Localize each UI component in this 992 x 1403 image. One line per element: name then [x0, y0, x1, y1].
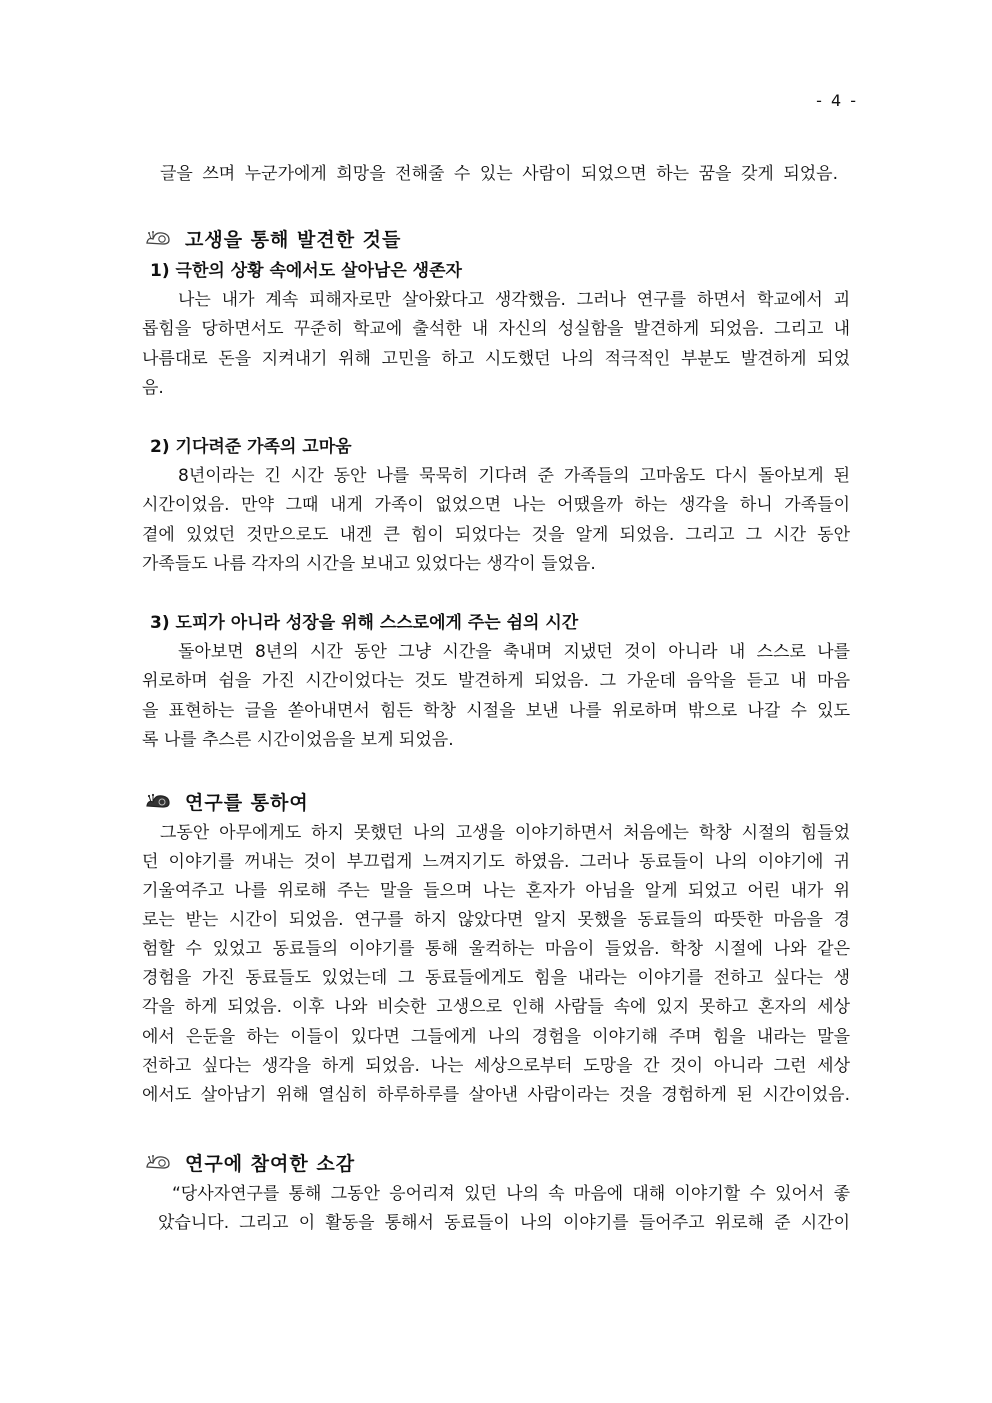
paragraph-line: 던 이야기를 꺼내는 것이 부끄럽게 느껴지기도 하였음. 그러나 동료들이 나의 이야기에 귀 [142, 852, 850, 872]
section-heading-text: 고생을 통해 발견한 것들 [185, 228, 402, 251]
subsection-title-3: 3) 도피가 아니라 성장을 위해 스스로에게 주는 쉼의 시간 [150, 613, 579, 633]
paragraph-line: 돌아보면 8년의 시간 동안 그냥 시간을 축내며 지냈던 것이 아니라 내 스스로 나를 [178, 642, 850, 662]
page-number: - 4 - [816, 91, 858, 110]
paragraph-line: 기울여주고 나를 위로해 주는 말을 들으며 나는 혼자가 아님을 알게 되었고 어린 내가 위 [142, 881, 850, 901]
section-heading-text: 연구에 참여한 소감 [185, 1152, 356, 1175]
quote-line: “당사자연구를 통해 그동안 응어리져 있던 나의 속 마음에 대해 이야기할 수 있어서 좋 [172, 1184, 850, 1204]
paragraph-line: 에서도 살아남기 위해 열심히 하루하루를 살아낸 사람이라는 것을 경험하게 된 시간이었음. [142, 1085, 850, 1105]
section-heading-through-research [145, 786, 309, 816]
paragraph-line: 롭힘을 당하면서도 꾸준히 학교에 출석한 내 자신의 성실함을 발견하게 되었음. 그리고 내 [142, 319, 850, 339]
section-heading-discoveries [145, 223, 401, 253]
snail-outline-icon [145, 1152, 173, 1172]
subsection-title-2: 2) 기다려준 가족의 고마움 [150, 437, 352, 457]
paragraph-line: 험할 수 있었고 동료들의 이야기를 통해 울컥하는 마음이 들었음. 학창 시절에 나와 같은 [142, 939, 850, 959]
paragraph-line: 8년이라는 긴 시간 동안 나를 묵묵히 기다려 준 가족들의 고마움도 다시 돌아보게 된 [178, 466, 850, 486]
paragraph-line: 록 나를 추스른 시간이었음을 보게 되었음. [142, 730, 454, 750]
paragraph-line: 음. [142, 378, 164, 398]
paragraph-line: 로는 받는 시간이 되었음. 연구를 하지 않았다면 알지 못했을 동료들의 따뜻한 마음을 경 [142, 910, 850, 930]
quote-line: 았습니다. 그리고 이 활동을 통해서 동료들이 나의 이야기를 들어주고 위로해 준 시간이 [158, 1213, 850, 1233]
paragraph-line: 시간이었음. 만약 그때 내게 가족이 없었으면 나는 어땠을까 하는 생각을 하니 가족들이 [142, 495, 850, 515]
paragraph-line: 그동안 아무에게도 하지 못했던 나의 고생을 이야기하면서 처음에는 학창 시절의 힘들었 [160, 823, 850, 843]
intro-paragraph-line: 글을 쓰며 누군가에게 희망을 전해줄 수 있는 사람이 되었으면 하는 꿈을 갖게 되었음. [160, 164, 838, 184]
snail-outline-icon [145, 228, 173, 248]
paragraph-line: 각을 하게 되었음. 이후 나와 비슷한 고생으로 인해 사람들 속에 있지 못하고 혼자의 세상 [142, 997, 850, 1017]
paragraph-line: 에서 은둔을 하는 이들이 있다면 그들에게 나의 경험을 이야기해 주며 힘을 내라는 말을 [142, 1027, 850, 1047]
paragraph-line: 가족들도 나름 각자의 시간을 보내고 있었다는 생각이 들었음. [142, 554, 596, 574]
subsection-title-1: 1) 극한의 상황 속에서도 살아남은 생존자 [150, 261, 462, 281]
paragraph-line: 곁에 있었던 것만으로도 내겐 큰 힘이 되었다는 것을 알게 되었음. 그리고 그 시간 동안 [142, 525, 850, 545]
paragraph-line: 나름대로 돈을 지켜내기 위해 고민을 하고 시도했던 나의 적극적인 부분도 발견하게 되었 [142, 349, 850, 369]
paragraph-line: 나는 내가 계속 피해자로만 살아왔다고 생각했음. 그러나 연구를 하면서 학교에서 괴 [178, 290, 850, 310]
paragraph-line: 전하고 싶다는 생각을 하게 되었음. 나는 세상으로부터 도망을 간 것이 아니라 그런 세상 [142, 1056, 850, 1076]
paragraph-line: 을 표현하는 글을 쏟아내면서 힘든 학창 시절을 보낸 나를 위로하며 밖으로 나갈 수 있도 [142, 701, 850, 721]
paragraph-line: 경험을 가진 동료들도 있었는데 그 동료들에게도 힘을 내라는 이야기를 전하고 싶다는 생 [142, 968, 850, 988]
section-heading-impressions [145, 1147, 355, 1177]
section-heading-text: 연구를 통하여 [185, 791, 309, 814]
paragraph-line: 위로하며 쉼을 가진 시간이었다는 것도 발견하게 되었음. 그 가운데 음악을 듣고 내 마음 [142, 671, 850, 691]
snail-filled-icon [145, 791, 173, 811]
